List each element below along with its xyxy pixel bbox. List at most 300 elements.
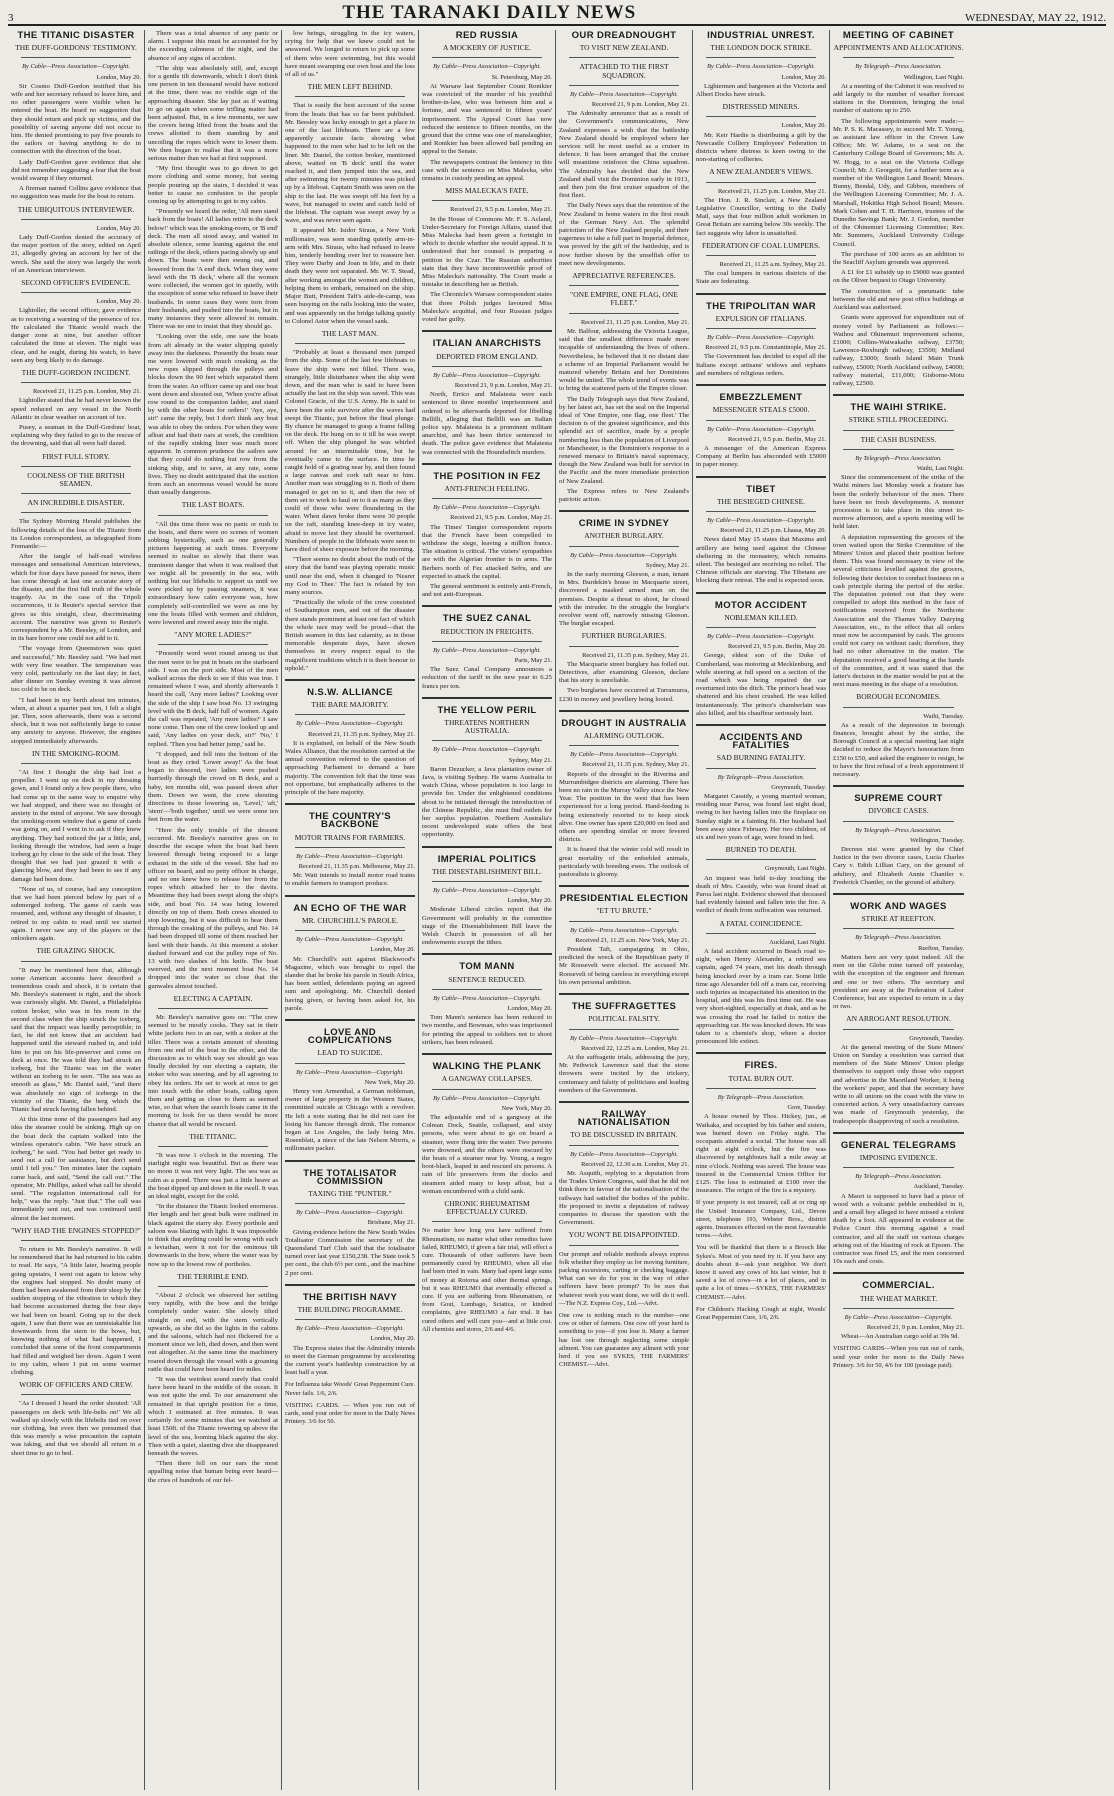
dateline: Greymouth, Tuesday.: [909, 1034, 964, 1042]
wire-credit: By Cable—Press Association—Copyright.: [296, 1325, 404, 1333]
paragraph: Margaret Cassidy, a young married woman, residing near Paroa, was found last night dead, owing to her having fallen into the fireplace on Sunday night in a fainting fit. Her husband had been away since February. Her two children, of six and two years of age, were found in bed.: [696, 793, 826, 842]
paragraph: Pusey, a seaman in the Duff-Gordons' boat, explaining why they failed to go to the rescue of the drowning, said that all were half dazed.: [11, 423, 141, 448]
dateline: London, May 20.: [781, 73, 826, 81]
column-rule: [422, 953, 552, 955]
sub-heading: EXPULSION OF ITALIANS.: [715, 313, 807, 323]
paragraph: At Warsaw last September Count Ronikier was convicted of the murder of his youthful brother-in-law, who was between him and a fortune, and was sentenced to fifteen years' imprisonment. The Appeal Court has now reduced the sentence to fifteen months, on the ground that the crime was one of manslaughter, and Ronikier has been allowed bail pending an appeal to the Senate.: [422, 82, 552, 156]
section-divider: [21, 1394, 131, 1395]
paragraph: Baron Dezucker, a Java plantation owner of Java, is visiting Sydney. He warns Australia to watch China, whose population is too large to provide for. Under the enlightened conditions about to be initiated through the introduction of the Chinese Republic, she must find outlets for her surplus population. Northern Australia's recent undeveloped state offers the best opportunity.: [422, 765, 552, 839]
section-divider: [295, 1063, 405, 1064]
sub-heading: AN ARROGANT RESOLUTION.: [846, 1014, 951, 1024]
paragraph: Mr. Balfour, addressing the Victoria League, said that the smallest difference made more incapable of understanding the lives of others. Nevertheless, he believed that it no distant date a scheme of an Imperial Parliament would be matured whereby Britain and her Dominions would be united. The whole trend of events was to bring the scattered parts of the Empire closer.: [559, 327, 689, 393]
paragraph: A house owned by Thos. Hickey, jun., at Waikaka, and occupied by his father and sisters, was burned down on Friday night. The occupants attended a social. The house was all right at eight o'clock, but the fire was discovered by neighbours half a mile away at nine o'clock. Nothing was saved. The house was insured in the Commercial Union Office for £125. The loss is estimated at £100 over the insurance. The origin of the fire is a mystery.: [696, 1113, 826, 1195]
section-divider: [843, 1167, 954, 1168]
sub-heading: THE GRAZING SHOCK.: [36, 946, 116, 956]
article-headline: SUPREME COURT: [854, 793, 943, 805]
sub-heading: POLITICAL FALSITY.: [588, 1014, 660, 1024]
sub-heading: ANOTHER BURGLARY.: [584, 531, 664, 541]
article-headline: DROUGHT IN AUSTRALIA: [561, 717, 687, 729]
section-divider: [21, 466, 131, 467]
masthead: [8, 2, 1106, 26]
paragraph: Lady Duff-Gordon gave evidence that she did not remember suggesting a fear that the boat would swamp if they returned.: [11, 158, 141, 183]
dateline: New York, May 20.: [501, 1104, 552, 1112]
sub-heading: DEPORTED FROM ENGLAND.: [436, 351, 538, 361]
paragraph: "There seems no doubt about the truth of the story that the band was playing operatic music until near the end, when it changed to 'Nearer my God to Thee.' The fact is related by too many sources.: [285, 556, 415, 596]
advertisement: No matter how long you have suffered from Rheumatism, no matter what other remedies have failed, RHEUMO, if given a fair trial, will effect a cure. Thousands of other sufferers have been permanently cured by RHEUMO, when all else had been tried in vain. Many had spent large sums of money at Rotorua and other thermal springs, but it was RHEUMO that eventually effected a cure. If you are suffering from Rheumatism, or from Gout, Lumbago, Sciatica, or kindred complaints, give RHEUMO a fair trial. It has cured others and will cure you—and at little cost. All chemists and stores, 2/6 and 4/6.: [422, 1227, 552, 1333]
section-divider: [295, 1203, 405, 1204]
article-headline: THE TOTALISATOR COMMISSION: [303, 1167, 397, 1187]
dateline: Received 21, 9 p.m. London, May 21.: [454, 381, 552, 389]
paragraph: Reports of the drought in the Riverina and Murrumbidgee districts are alarming. There has been no rain in the Murray Valley since the New Year. The position in the west that has been experienced for a long period. Hand-feeding is being extensively resorted to to keep stock alive. One owner has spent £20,000 on feed and others are spending similar or more fevered districts.: [559, 770, 689, 844]
paragraph: The Daily Telegraph says that New Zealand, by her latest act, has set the seal on the Imperial ideal of 'One Empire, one flag, one fleet.' The decision is of the greatest significance, and this splendid act of sacrifice, made by a people numbering less than the population of Liverpool or Manchester, is the Dominion's response to a renewed menace to Britain's naval supremacy, though the New Zealand was built for service in the Pacific and the more immediate protection of New Zealand.: [559, 395, 689, 485]
paragraph: The Chronicle's Warsaw correspondent states that three Polish judges favoured Miss Malecka's acquittal, and four Russian judges voted her guilty.: [422, 291, 552, 324]
column-rule: [833, 1272, 964, 1274]
section-divider: [432, 57, 542, 58]
sub-heading: ATTACHED TO THE FIRST SQUADRON.: [579, 62, 669, 80]
dateline: Reefton, Tuesday.: [918, 944, 964, 952]
column-container: [8, 30, 1106, 1790]
article-headline: AN ECHO OF THE WAR: [293, 902, 407, 914]
sub-heading: FURTHER BURGLARIES.: [581, 631, 667, 641]
sub-heading: TOTAL BURN OUT.: [728, 1073, 794, 1083]
dateline: Auckland, Last Night.: [769, 938, 826, 946]
section-divider: [843, 707, 954, 708]
paragraph: At this time none of the passengers had any idea the steamer could be sinking. High up on the boat deck the captain walked into the wireless operator's cabin. "We have struck an iceberg," he said. "You had better get ready to send out a call for assistance, but don't send until I tell you." Ten minutes later the captain came back, and said, "Send the call out." The operator, Mr. Phillips, asked what call he should send. "The regulation international call for help," was the reply. "Just that." The call was immediately sent out, and was continued until almost the last moment.: [11, 1116, 141, 1222]
article-headline: THE YELLOW PERIL: [437, 704, 537, 716]
dateline: Greymouth, Last Night.: [764, 865, 826, 873]
issue-date: WEDNESDAY, MAY 22, 1912.: [965, 12, 1106, 24]
paragraph: A fatal accident occurred in Beach road to-night, when Henry Alexander, a retired sea captain, aged 74 years, met his death through being knocked over by a tram car. Some little time ago Alexander fell off a tram car, receiving such injuries as incapacitated his attention in the hospital, and this was his first time out. He was very short-sighted, especially at dusk, and as he was crossing the road he failed to notice the approaching car. He was knocked down. He was taken to a chemist's shop, where a doctor pronounced life extinct.: [696, 948, 826, 1046]
section-divider: [569, 85, 679, 86]
article-headline: N.S.W. ALLIANCE: [307, 687, 393, 699]
section-divider: [432, 1221, 542, 1222]
paragraph: The construction of a pneumatic tube between the old and new post office buildings at Auckland was authorised.: [833, 287, 964, 312]
section-divider: [843, 1308, 954, 1309]
paragraph: As a result of the depression in borough finances, brought about by the strike, the Borough Council at a special meeting last night decided to reduce the Mayor's honorarium from £150 to £50, and asked the engineer to resign, he to have the first refusal of a fresh appointment if necessary.: [833, 721, 964, 779]
paragraph: The Government has decided to expel all the Italians except artisans' widows and orphans and members of religious orders.: [696, 353, 826, 377]
dateline: Received 21, 9.5 p.m. London, May 21.: [450, 206, 552, 214]
newspaper-title: THE TARANAKI DAILY NEWS: [342, 2, 637, 23]
paragraph: Wheat—An Australian cargo sold at 39s 9d.: [841, 1333, 960, 1341]
paragraph: The purchase of 100 acres as an addition to the Seacliff Asylum grounds was approved.: [833, 250, 964, 267]
column-4: [419, 30, 556, 1790]
paragraph: Lightoller, the second officer, gave evidence as to receiving a warning of the presence of ice. He calculated the Titanic would reach the danger zone at nine, but another officer calculated the time at eleven. The night was clear, and he ought, during his watch, to have seen any berg likely to do damage.: [11, 307, 141, 364]
paragraph: An inquest was held to-day touching the death of Mrs. Cassidy, who was found dead at Paroa last night. Evidence showed that deceased had evidently fainted and fallen into the fire. A verdict of death from suffocation was returned.: [696, 874, 826, 915]
section-divider: [706, 859, 816, 860]
dateline: London, May 20.: [781, 122, 826, 130]
dateline: London, May 20.: [370, 1335, 415, 1343]
article-headline: COMMERCIAL.: [862, 1280, 935, 1292]
wire-credit: By Cable—Press Association—Copyright.: [570, 751, 678, 759]
section-divider: [158, 1008, 268, 1009]
dateline: London, May 20.: [370, 946, 415, 954]
article-headline: WORK AND WAGES: [850, 901, 947, 913]
section-divider: [706, 627, 816, 628]
paragraph: The adjustable end of a gangway at the Colman Dock, Seattle, collapsed, and sixty persons, who were about to go on board a steamer, were flung into the water. Two persons were drowned, and the others were rescued by the boats of a steamer near by. Young, a negro boot-black, leaped in and rescued six persons. A rain of life preservers from the docks and steamers aided many to keep afloat, but a woman encumbered with a child sank.: [422, 1113, 552, 1195]
column-rule: [696, 384, 826, 386]
paragraph: Lightermen and bargemen at the Victoria and Albert Docks have struck.: [696, 82, 826, 99]
dateline: Received 21, 9.5 p.m. Berlin, May 20.: [728, 643, 826, 651]
paragraph: "It was now 1 o'clock in the morning. The starlight night was beautiful. But as there was no moon it was not very light. The sea was as calm as a pond. There was just a little heave as the boat dipped up and down in the swell. It was an ideal night, except for the cold.: [148, 1152, 278, 1201]
paragraph: The Admiralty announce that as a result of the Government's communications, New Zealand expresses a wish that the battleship New Zealand should be employed where her services will be most useful as a cruiser in defence. It has been arranged that the cruiser will meantime reinforce the China squadron. The Admiralty has decided that the New Zealand shall visit the Dominion early in 1913, and then join the first cruiser squadron of the first fleet.: [559, 110, 689, 200]
section-divider: [706, 328, 816, 329]
paragraph: Grants were approved for expenditure out of money voted by Parliament as follows:—Waihou and Ohinemuri improvement scheme, £1000; Collins-Waiwakaiho railway, £3750; Lawrence-Roxburgh railway, £3500; Midland railway, £3000; South Island Main Trunk railway, £5000; North Auckland railway, £4000; railway material, £11,000; Gisborne-Motu railway, £2500.: [833, 314, 964, 387]
paragraph: The Sydney Morning Herald publishes the following details of the loss of the Titanic from its London correspondent, as telegraphed from Fremantle:—: [11, 518, 141, 550]
wire-credit: By Cable—Press Association—Copyright.: [296, 720, 404, 728]
article-headline: THE TRIPOLITAN WAR: [706, 300, 816, 312]
paragraph: "About 2 o'clock we observed her settling very rapidly, with the bow and the bridge completely under water. She slowly tilted straight on end, with the stern vertically upwards, as she did so the lights in the cabins and the saloons, which had not flickered for a moment since we left, died down, and then went out altogether. At the same time the machinery roared down through the vessel with a groaning rattle that could have been heard for miles.: [148, 1292, 278, 1373]
wire-credit: By Telegraph—Press Association.: [855, 454, 942, 462]
section-divider: [706, 933, 816, 934]
sub-heading: FEDERATION OF COAL LUMPERS.: [701, 240, 821, 250]
paragraph: Mr. Asquith, replying to a deputation from the Trades Union Congress, said that he did not think there in favour of the nationalisation of the railways had satisfied the bodies of the public. He proposed to invite a deputation of railway companies to discuss the question with the Government.: [559, 1169, 689, 1227]
wire-credit: By Cable—Press Association—Copyright.: [433, 746, 541, 754]
paragraph: The general sentiment is entirely anti-French, and not anti-European.: [422, 582, 552, 599]
wire-credit: By Cable—Press Association—Copyright.: [570, 1150, 678, 1158]
paragraph: The Suez Canal Company announces a reduction of the tariff in the new year to 6.25 francs per ton.: [422, 666, 552, 690]
paragraph: Giving evidence before the New South Wales Totalisator Commission the secretary of the Queensland Turf Club said that the totalisator turned over last year £150,238. The State took 5 per cent., the club 6½ per cent., and the machine 2 per cent.: [285, 1228, 415, 1277]
sub-heading: REDUCTION IN FREIGHTS.: [440, 626, 534, 636]
wire-credit: By Cable—Press Association—Copyright.: [844, 1313, 953, 1321]
column-rule: [833, 394, 964, 396]
article-headline: THE TITANIC DISASTER: [17, 30, 135, 41]
section-divider: [843, 430, 954, 431]
wire-credit: By Telegraph—Press Association.: [717, 1093, 805, 1101]
paragraph: "In the distance the Titanic looked enormous. Her length and her great bulk were outlined in black against the starry sky. Every porthole and saloon was blazing with light. It was impossible to think that anything could be wrong with such a leviathan, were it not for the ominous tilt downwards in the bow, where the water was by now up to the lowest row of portholes.: [148, 1203, 278, 1268]
sub-heading: YOU WON'T BE DISAPPOINTED.: [568, 1230, 680, 1240]
article-headline: MEETING OF CABINET: [842, 30, 955, 41]
wire-credit: By Cable—Press Association—Copyright.: [433, 504, 541, 512]
column-7: [830, 30, 967, 1790]
section-divider: [21, 763, 131, 764]
section-divider: [432, 641, 542, 642]
sub-heading: MR. CHURCHILL'S PAROLE.: [301, 915, 399, 925]
paragraph: "I had been in my berth about ten minutes, when, at about a quarter past ten, I felt a slight jar. Then, soon afterwards, there was a second shock, but it was not sufficiently large to cause any anxiety to anyone. However, the engines stopped immediately afterwards.: [11, 696, 141, 745]
sub-heading: SAD BURNING FATALITY.: [716, 753, 806, 763]
advertisement: You will be thankful that there is a Brooch like Sykes's. Most of you need try it. If you have any doubts about it—ask your neighbor. We don't know it saved any cows of his last winter, but it saved a lot of cows—in a lot of places, and in quite a lot of times.—SYKES, THE FARMERS' CHEMIST.—Advt.: [696, 1244, 826, 1301]
paragraph: Moderate Liberal circles report that the Government will probably in the committee stage of the Disestablishment Bill leave the Welsh Church in possession of all her endowments except the tithes.: [422, 906, 552, 947]
paragraph: "My first thought was to go down to get more clothing and some money, but seeing people pouring up the stairs, I decided it was better to cause no confusion to the people coming up by attempting to get to my cabin.: [148, 165, 278, 206]
article-headline: EMBEZZLEMENT: [719, 392, 803, 404]
section-divider: [706, 420, 816, 421]
column-rule: [559, 993, 689, 995]
dateline: Received 21, 9 p.m. London, May 21.: [591, 101, 689, 109]
paragraph: "I dropped, and fell into the bottom of the boat as they cried 'Lower away!' As the boat began to descend, two ladies were pushed hurriedly through the crowd on B deck, and a baby, ten months old, was passed down after them. Down we went, the crew shouting directions to those lowering us, 'Level,' 'aft,' 'stern'—'both together,' until we were some ten feet from the water.: [148, 750, 278, 824]
dateline: Sydney, May 21.: [508, 756, 552, 764]
wire-credit: By Telegraph—Press Association.: [855, 1173, 942, 1181]
paragraph: Lightoller stated that he had never known the speed reduced on any vessel in the North Atlantic in clear weather on account of ice.: [11, 397, 141, 421]
paragraph: The Times' Tangier correspondent reports that the French have been compelled to withdraw the siege, leaving a million francs. The situation is critical. The viziers' sympathies are with the Algerian frontier is in arms. The Berbers north of Fez attacked Sefru, and are expected to attack the capital.: [422, 523, 552, 580]
paragraph: "It was the weirdest sound surely that could have been heard in the middle of the ocean. It was not quite the end. To our amazement she remained in that upright position for a time, which I estimated at five minutes. It was certainly for some minutes that we watched at least 150ft. of the Titanic towering up above the level of the sea, looming black against the sky. Then with a quiet, slanting dive she disappeared beneath the waves.: [148, 1376, 278, 1457]
dateline: Received 22, 12.25 a.m. London, May 21.: [581, 1044, 689, 1052]
sub-heading: DIVORCE CASES.: [868, 806, 929, 816]
section-divider: [706, 182, 816, 183]
sub-heading: TO VISIT NEW ZEALAND.: [579, 43, 669, 53]
section-divider: [569, 285, 679, 286]
column-rule: [285, 1160, 415, 1162]
paragraph: North, Errico and Malatesta were each sentenced to three months' imprisonment and ordered to be afterwards deported for libelling Bellilli, alleging that Bellilli was an Italian police spy. Malatesta is a prominent militant anarchist, and has been thrice sentenced to death. The police gave evidence that Malatesta was connected with the Houndsditch murders.: [422, 391, 552, 456]
article-headline: RED RUSSIA: [455, 30, 519, 41]
sub-heading: "WHY HAD THE ENGINES STOPPED?": [11, 1225, 141, 1235]
paragraph: The Daily News says that the retention of the New Zealand in home waters in the first result of the German Navy Act. The splendid patriotism of the New Zealand people, and their eagerness to take a full part in Imperial defence, was proved by the gift of the battleship, and is now further shown by the unselfish offer to meet new developments.: [559, 202, 689, 267]
sub-heading: THE LONDON DOCK STRIKE.: [710, 43, 812, 53]
sub-heading: THE DISESTABLISHMENT BILL.: [432, 866, 542, 876]
section-divider: [432, 1089, 542, 1090]
sub-heading: THE TITANIC.: [189, 1131, 237, 1141]
paragraph: It is feared that the winter cold will result in great mortality of the enfeebled animals, particularly with breeding ewes. The outlook of pastoralists is gloomy.: [559, 846, 689, 879]
sub-heading: STRIKE STILL PROCEEDING.: [848, 415, 949, 425]
dateline: Received 21, 9.5 p.m. Constantinople, May 21.: [705, 344, 826, 352]
sub-heading: THE UBIQUITOUS INTERVIEWER.: [17, 204, 135, 214]
section-divider: [432, 366, 542, 367]
sub-heading: FIRST FULL STORY.: [42, 451, 110, 461]
section-divider: [843, 57, 954, 58]
article-headline: GENERAL TELEGRAMS: [840, 1139, 957, 1151]
column-rule: [833, 785, 964, 787]
sub-heading: STRIKE AT REEFTON.: [861, 914, 936, 924]
dateline: London, May 20.: [96, 224, 141, 232]
paragraph: Tom Mann's sentence has been reduced to two months, and Bowman, who was imprisoned for printing the appeal to soldiers not to shoot strikers, has been released.: [422, 1014, 552, 1046]
paragraph: At the general meeting of the State Miners' Union on Sunday a resolution was carried that members of the State Miners' Union pledge themselves to support only those who support and advertise in the Maoriland Worker, it being the workers' paper, and that the secretary have write to all unions on the coast with the view to concerted action. A very unsatisfactory canvass was made of Greymouth yesterday, the tradespeople disapproving of such a resolution.: [833, 1043, 964, 1125]
article-headline: THE SUFFRAGETTES: [571, 1001, 677, 1013]
wire-credit: By Cable—Press Association—Copyright.: [433, 1094, 541, 1102]
sub-heading: WORK OF OFFICERS AND CREW.: [19, 1380, 133, 1390]
sub-heading: THE DUFF-GORDON INCIDENT.: [21, 367, 131, 377]
article-headline: MOTOR ACCIDENT: [714, 599, 808, 611]
section-divider: [569, 921, 679, 922]
sub-heading: THE MEN LEFT BEHIND.: [307, 82, 393, 92]
paragraph: At a meeting of the Cabinet it was resolved to add largely to the number of weather forecast stations in the Dominion, bringing the total number of stations up to 250.: [833, 82, 964, 115]
sub-heading: IN THE SMOKING-ROOM.: [32, 748, 120, 758]
dateline: Received 21, 11.35 p.m. Sydney, May 21.: [582, 651, 689, 659]
paragraph: Lady Duff-Gordon denied the accuracy of the major portion of the story, edited on April 21, allegedly giving an account by her of the wreck. She said the story was largely the work of an American interviewer.: [11, 234, 141, 274]
wire-credit: By Telegraph—Press Association.: [855, 63, 942, 71]
sub-heading: "ANY MORE LADIES?": [174, 630, 252, 640]
wire-credit: By Cable—Press Association—Copyright.: [296, 936, 404, 944]
dateline: Received 21, 11.35 p.m. Sydney, May 21.: [308, 730, 415, 738]
sub-heading: THE CASH BUSINESS.: [860, 434, 937, 444]
paragraph: Matters here are very quiet indeed. All the men on the Globe mine turned off yesterday, with the exception of the engineer and fireman and one or two others. The secretary and president are away at the Federation of Labor Conference, but are expected to return in a day or two.: [833, 953, 964, 1011]
sub-heading: DISTRESSED MINERS.: [722, 102, 800, 112]
column-1: [8, 30, 145, 1790]
column-5: [556, 30, 693, 1790]
paragraph: In the House of Commons Mr. F. S. Acland, Under-Secretary for Foreign Affairs, stated that Miss Malecka had been given a fortnight in which to decide whether she would appeal. It is understood that her counsel is preparing a petition to the Czar. The Russian authorities state that they have incontrovertible proof of Miss Malecka's nationality. The Court made a mistake in describing her as British.: [422, 215, 552, 289]
section-divider: [432, 740, 542, 741]
sub-heading: A NEW ZEALANDER'S VIEWS.: [709, 167, 813, 177]
paragraph: The Hon. J. R. Sinclair, a New Zealand Legislative Councillor, writing to the Daily Mail, says that four million adult workmen in Great Britain are earning below 30s weekly. The fact suggests why labor is unsatisfied.: [696, 196, 826, 237]
column-rule: [422, 846, 552, 848]
column-rule: [422, 1053, 552, 1055]
paragraph: "As I dressed I heard the order shouted: 'All passengers on deck with life-belts on!' We all walked up slowly with the lifebelts tied on over our clothing, but even then we presumed that this was merely a wise precaution the captain was taking, and that we should all return in a short time to go to bed.: [11, 1400, 141, 1457]
sub-heading: THE BESIEGED CHINESE.: [716, 496, 806, 506]
paragraph: A fireman named Collins gave evidence that no suggestion was made for the boat to return.: [11, 185, 141, 201]
column-rule: [422, 605, 552, 607]
sub-heading: A MOCKERY OF JUSTICE.: [442, 43, 532, 53]
section-divider: [295, 847, 405, 848]
section-divider: [569, 1245, 679, 1246]
column-3: [282, 30, 419, 1790]
wire-credit: By Telegraph—Press Association.: [717, 773, 805, 781]
paragraph: The coal lumpers in various districts of the State are federating.: [696, 270, 826, 286]
sub-heading: TAXING THE "PUNTER.": [308, 1188, 392, 1198]
section-divider: [158, 515, 268, 516]
section-divider: [843, 1029, 954, 1030]
column-rule: [285, 803, 415, 805]
paragraph: The Macquarie street burglary has foiled out. Detectives, after examining Gleeson, declare that his story is unreliable.: [559, 660, 689, 685]
paragraph: News dated May 15 states that Maxims and artillery are being used against the Chinese sheltering in the monastery, which remains silent. The besieged are receiving no relief. The Chinese officials are starving. The Tibetans are blocking their retreat. The end is expected soon.: [696, 536, 826, 585]
wire-credit: By Cable—Press Association—Copyright.: [296, 852, 404, 860]
section-divider: [432, 881, 542, 882]
paragraph: Two burglaries have occurred at Turramurra, £230 in money and jewellery being looted.: [559, 687, 689, 703]
advertisement: One cow is nothing much to the number—one cow or other of farmers. One cow off your herd is something to you—if you lose it. Many a farmer has lost one through neglecting some simple ailment. You can guarantee any ailment with your herd if you see SYKES, THE FARMERS' CHEMIST.—Advt.: [559, 1311, 689, 1369]
sub-heading: THE TERRIBLE END.: [177, 1271, 249, 1281]
section-divider: [21, 493, 131, 494]
wire-credit: By Cable—Press Association—Copyright.: [707, 516, 815, 524]
dateline: Sydney, May 21.: [645, 561, 689, 569]
section-divider: [21, 1240, 131, 1241]
dateline: St. Petersburg, May 20.: [491, 73, 552, 81]
section-divider: [569, 546, 679, 547]
paragraph: In the early morning Gleeson, a man, tenant in Mrs. Burdekin's house in Macquarie street, discovered a masked armed man on the premises. Despite a threat to shoot, he closed with the intruder. In the struggle the burglar's revolver went off, narrowly missing Gleeson. The burglar escaped.: [559, 570, 689, 628]
paragraph: To return to Mr. Beesley's narrative. It will be remembered that he had returned to his cabin to read. He says, "A little later, hearing people going upstairs, I went out again to know why the engines had stopped. No doubt many of them had been awakened from their sleep by the sudden stopping of the vibration to which they had become accustomed during the four days we had been on board. Going up to the deck again, I saw that there was an unmistakable list downwards from the stern to the bows, but, knowing nothing of what had happened, I concluded that some of the front compartments had filled and weighed her down. Again I went to my cabin, where I put on some warmer clothing.: [11, 1246, 141, 1377]
dateline: London, May 20.: [96, 298, 141, 306]
column-rule: [422, 697, 552, 699]
dateline: Gore, Tuesday.: [787, 1104, 826, 1112]
section-divider: [843, 821, 954, 822]
paragraph: "Presently word went round among us that the men were to be put in boats on the starboard side. I was on the port side. Most of the men walked across the deck to see if this was true. I remained where I was, and shortly afterwards I heard the call, 'Any more ladies?' Looking over the side of the ship I saw boat No. 13 swinging level with the B deck, half full of women. Again the call was repeated, 'Any more ladies?' I saw none come. Then one of the crew looked up and said, 'Any ladies on your deck, sir?' 'No,' I replied. 'Then you had better jump,' said he.: [148, 650, 278, 748]
section-divider: [21, 219, 131, 220]
wire-credit: By Cable—Press Association—Copyright.: [570, 926, 678, 934]
article-headline: IMPERIAL POLITICS: [437, 853, 537, 865]
section-divider: [706, 255, 816, 256]
section-divider: [158, 644, 268, 645]
sub-heading: MESSENGER STEALS £5000.: [712, 405, 810, 415]
wire-credit: By Cable—Press Association—Copyright.: [707, 334, 815, 342]
wire-credit: By Cable—Press Association—Copyright.: [433, 994, 541, 1002]
wire-credit: By Cable—Press Association—Copyright.: [433, 646, 541, 654]
dateline: Auckland, Tuesday.: [913, 1183, 964, 1191]
sub-heading: THE DUFF-GORDONS' TESTIMONY.: [15, 43, 137, 53]
page-number: 3: [8, 12, 14, 24]
article-headline: WALKING THE PLANK: [432, 1061, 542, 1073]
wire-credit: By Cable—Press Association—Copyright.: [707, 632, 815, 640]
sub-heading: BURNED TO DEATH.: [725, 845, 797, 855]
dateline: Waihi, Last Night.: [916, 464, 964, 472]
paragraph: A messenger of the American Express Company at Berlin has absconded with £5000 in paper money.: [696, 444, 826, 469]
sub-heading: THE LAST MAN.: [321, 328, 379, 338]
column-rule: [285, 895, 415, 897]
paragraph: "Practically the whole of the crew consisted of Southampton men, and out of the disaster there stands prominent at least one fact of which the whole race may well be proud—that the British seamen in this last calamity, as in those memorable desperate days, have shown themselves in every respect equal to the magnificent traditions which it is their honour to uphold.": [285, 599, 415, 672]
paragraph: "All this time there was no panic or rush to the boats, and there were no scenes of women sobbing hysterically, such as one generally pictures happening at such times. Everyone seemed to realise so slowly that there was imminent danger that when it was realised that we might all be presently in the sea, with nothing but our lifebelts to support us until we were picked up by passing steamers, it was extraordinary how calm everyone was, how completely self-controlled we were as one by one the boats filled with women and children, were lowered and rowed away into the night.: [148, 520, 278, 627]
advertisement: VISITING CARDS—When you run out of cards, send your order for more to the Daily News Printery. 3/6 for 50, 4/6 for 100 (postage paid).: [833, 1345, 964, 1369]
article-headline: THE SUEZ CANAL: [442, 613, 532, 625]
paragraph: Mr. Keir Hardie is distributing a gift by the Newcastle Colliery Employees' Federation in districts where distress is keen owing to the non-starting of collieries.: [696, 131, 826, 164]
dateline: Wellington, Last Night.: [903, 73, 964, 81]
wire-credit: By Cable—Press Association—Copyright.: [296, 1209, 404, 1217]
column-rule: [559, 885, 689, 887]
sub-heading: ALARMING OUTLOOK.: [583, 731, 665, 741]
wire-credit: By Cable—Press Association—Copyright.: [433, 63, 541, 71]
dateline: Received 21, 9.5 p.m. Berlin, May 21.: [728, 435, 826, 443]
paragraph: "The voyage from Queenstown was quiet and successful," Mr. Beesley said. "We had met with very fine weather. The temperature was very cold, particularly on the last day; in fact, after dinner on Sunday evening it was almost too cold to be on deck.: [11, 645, 141, 694]
wire-credit: By Telegraph—Press Association.: [855, 934, 942, 942]
wire-credit: By Cable—Press Association—Copyright.: [22, 63, 130, 71]
section-divider: [706, 511, 816, 512]
paragraph: It is explained, on behalf of the New South Wales Alliance, that the resolution carried at the annual convention referred to the question of approaching Parliament to demand a bare majority. The convention felt that the time was not opportune, but emphatically adheres to the principle of the bare majority.: [285, 739, 415, 797]
wire-credit: By Cable—Press Association—Copyright.: [433, 887, 541, 895]
paragraph: That is easily the best account of the scene from the boats that has so far been published. Mr. Beesley was lucky enough to get a place in one of the last lifeboats. There are a few apparently accurate facts showing what happened to the men who had to be left on the liner. Mr. Daniel, the cotton broker, mentioned above, waited on 'B deck' until the water reached it, and then jumped into the sea, and after swimming for twenty minutes was picked up by a lifeboat. Captain Smith was seen on the ship to the last. He was swept off his feet by a wave, but managed to swim and catch hold of the lifeboat. The captain was swept away by a wave, and was never seen again.: [285, 102, 415, 225]
sub-heading: BOROUGH ECONOMIES.: [856, 692, 941, 702]
advertisement: For Influenza take Woods' Great Peppermint Cure. Never fails. 1/6, 2/6.: [285, 1381, 415, 1397]
advertisement: For Children's Hacking Cough at night, Woods' Great Peppermint Cure, 1/6, 2/6.: [696, 1305, 826, 1321]
section-divider: [295, 96, 405, 97]
paragraph: "Looking over the side, one saw the boats from aft already in the water slipping quietly away into the darkness. Presently the boats near me were lowered with much creaking as the new ropes slipped through the pulleys and blocks down the 90 feet which separated them from the water. An officer came up and one boat went down and shouted out, 'When you're afloat row round to the companion ladder, and stand by with the other boats for orders!' 'Aye, aye, sir!' came the reply, but I don't think any boat was able to obey the orders. For when they were afloat and had their oars at work, the condition of the rapidly sinking liner was much more apparent. In common prudence the sailors saw that they could do nothing but row from the sinking ship, and to save, at any rate, some lives. They no doubt anticipated that the suction from such an enormous vessel would be more than usually dangerous.: [148, 333, 278, 497]
paragraph: A deputation representing the grocers of the town waited upon the Strike Committee of the Miners' Union and placed their position before them. This was found necessary in view of the several criticisms levelled against the grocers, following their decision to conduct business on a cash principle during the period of the strike. The deputation pointed out that they were compelled to adopt this method in the face of notifications received from the Northcote Association and the Thames Valley Dairying Association, etc., to the effect that all orders must now be accompanied by cash. The grocers could not carry on without cash; therefore, they had no other alternative in the matter. The deputation received a good hearing at the hands of the committee, and it was stated that the latter's decision in the matter would be put at the next mass meeting in the shape of a resolution.: [833, 533, 964, 689]
column-rule: [422, 330, 552, 332]
column-rule: [559, 1101, 689, 1103]
paragraph: low beings, struggling in the icy waters, crying for help that we knew could not be answered. We longed to return to pick up some of them who were swimming, but this would have meant swamping our own boat and the loss of all of us.": [285, 30, 416, 79]
section-divider: [569, 1145, 679, 1146]
section-divider: [295, 343, 405, 344]
wire-credit: By Cable—Press Association—Copyright.: [296, 1068, 404, 1076]
sub-heading: AN INCREDIBLE DISASTER.: [27, 498, 125, 508]
sub-heading: ANTI-FRENCH FEELING.: [444, 483, 530, 493]
dateline: Greymouth, Tuesday.: [771, 783, 826, 791]
dateline: Received 21, 9.5 p.m. London, May 21.: [450, 514, 552, 522]
section-divider: [21, 382, 131, 383]
column-rule: [696, 293, 826, 295]
article-headline: THE POSITION IN FEZ: [433, 470, 541, 482]
paragraph: "It may be mentioned here that, although some American accounts have described a tremendous crash and shock, it is certain that Mr. Beesley's statement is right, and the shock was curiously slight. Mr. Daniel, a Philadelphia cotton broker, who was in his room in the second class when the ship struck the iceberg, said that the impact was hardly perceptible; in fact, he did not know that an accident had happened until the steward rushed in, and told him to put on his life-preserver and come on deck at once. He was told they had struck an iceberg, but the Titanic was on the water without an iceberg to be seen. "The sea was as smooth as glass," Mr. Daniel said, "and there was absolutely no sign of icebergs in the vicinity of the Titanic, the berg which the Titanic had struck having fallen behind.: [11, 966, 141, 1113]
sub-heading: THE BUILDING PROGRAMME.: [297, 1305, 403, 1314]
sub-heading: SECOND OFFICER'S EVIDENCE.: [21, 278, 131, 288]
column-rule: [559, 710, 689, 712]
paragraph: Mr. Beesley's narrative goes on: "The crew seemed to be mostly cooks. They sat in their white jackets two to an oar, with a stoker at the tiller. There was a certain amount of shouting from one end of the boat to the other, and the discussion as to which way we should go was finally decided by our electing a captain, the stoker who was steering, and by all agreeing to obey his orders. He set to work at once to get into touch with the other boats, calling upon them and getting as close to them as seemed wise, so that when the search boats came in the morning to look for us there would be more chance that all would be rescued.: [148, 1013, 278, 1128]
wire-credit: By Cable—Press Association—Copyright.: [433, 371, 541, 379]
dateline: Received 21, 11.25 p.m. London, May 21.: [580, 318, 689, 326]
column-rule: [833, 893, 964, 895]
sub-heading: A FATAL COINCIDENCE.: [719, 918, 803, 928]
sub-heading: IMPOSING EVIDENCE.: [859, 1152, 938, 1162]
article-headline: ITALIAN ANARCHISTS: [432, 338, 542, 350]
sub-heading: NOBLEMAN KILLED.: [724, 612, 798, 622]
section-divider: [21, 57, 131, 58]
paragraph: President Taft, campaigning in Ohio, predicted the wreck of the Republican party if Mr Roosevelt were elected. He accused Mr. Roosevelt of being careless in everything except his own personal ambition.: [559, 946, 689, 986]
paragraph: Mr. Watt intends to install motor road trains to enable farmers to transport produce.: [285, 872, 415, 888]
article-headline: RAILWAY NATIONALISATION: [577, 1108, 671, 1129]
wire-credit: By Cable—Press Association—Copyright.: [707, 63, 815, 71]
column-rule: [696, 592, 826, 594]
section-divider: [843, 928, 954, 929]
paragraph: There was a total absence of any panic or alarm. I suppose this must be accounted for by the exceeding calmness of the night, and the absence of any signs of accident.: [148, 30, 278, 62]
wire-credit: By Cable—Press Association—Copyright.: [570, 1034, 678, 1042]
paragraph: The following appointments were made:—Mr. P. S. K. Macassey, to succeed Mr. T. Young, as assistant law officer in the Crown Law Office; Mr. W. Adams, to a seat on the Canterbury College Board of Governors; Mr. A. W. Hogg, to a seat on the Victoria College Council; Mr. J. Georgetti, for a further term as a member of the Wellington Land Board; Messrs. Bunny, Bendal, Udy, and Gibbon, members of the Wellington Licensing Committee; Mr. J. A. Marshall, Hokitika High School Board; Messrs. Mark Cohen and T. H. Harrison, trustees of the Dunedin Savings Bank; Mr. J. Gordon, member of the Ohinemuri Licensing Committee; Rev. Mr. Summers, Auckland University College Council.: [833, 117, 964, 248]
dateline: Received 21, 9 p.m. London, May 21.: [866, 1324, 964, 1331]
sub-heading: TO BE DISCUSSED IN BRITAIN.: [570, 1130, 678, 1140]
dateline: London, May 20.: [507, 1005, 552, 1013]
wire-credit: By Telegraph—Press Association.: [855, 826, 942, 834]
sub-heading: THE WHEAT MARKET.: [859, 1293, 938, 1303]
section-divider: [569, 745, 679, 746]
sub-heading: APPRECIATIVE REFERENCES.: [572, 271, 676, 281]
sub-heading: THE LAST BOATS.: [181, 500, 245, 510]
sub-heading: MOTOR TRAINS FOR FARMERS.: [294, 832, 406, 842]
advertisement: Our prompt and reliable methods always express folk whether they employ us for moving furniture, packing excursions, carting or checking baggage. What can we do for you in the way of other sufferers have been prompt? To be sure that whatever work you want done, we will do it well.—The N.Z. Express Coy., Ltd.—Advt.: [559, 1250, 689, 1307]
column-rule: [833, 1132, 964, 1134]
column-rule: [559, 510, 689, 512]
dateline: Brisbane, May 21.: [367, 1219, 415, 1227]
paragraph: "At first I thought the ship had lost a propeller. I went up on deck in my dressing gown, and I found only a few people there, who had come up in the same way to enquire why we had stopped, and there was no thought of anxiety in the mind of anyone. We saw through the smoking-room window that a game of cards was going on, and I went in to ask if they knew anything. They had noticed the jar a little, and, looking through the window, had seen a huge iceberg go by close to the side of the boat. They thought that we had just grazed it with a glancing blow, and they had been to see if any damage had been done.: [11, 769, 141, 883]
